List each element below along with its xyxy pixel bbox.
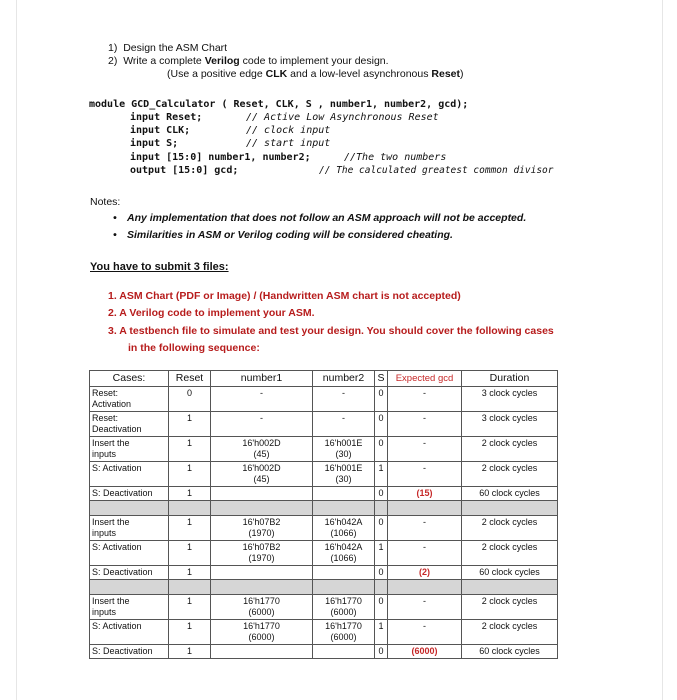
cell-case: S: Activation bbox=[90, 620, 169, 645]
cell-reset: 1 bbox=[169, 437, 211, 462]
code-decl: input CLK; bbox=[130, 125, 191, 136]
cell-case: S: Deactivation bbox=[90, 566, 169, 580]
table-row bbox=[90, 595, 558, 620]
code-comment: // Active Low Asynchronous Reset bbox=[246, 112, 439, 123]
separator-cell bbox=[90, 580, 169, 595]
code-comment: // start input bbox=[246, 138, 331, 149]
cell-s: 0 bbox=[375, 516, 388, 541]
cell-number1: 16'h002D (45) bbox=[211, 437, 313, 462]
step-number: 1) bbox=[108, 42, 118, 54]
separator-cell bbox=[211, 580, 313, 595]
cell-duration: 3 clock cycles bbox=[462, 412, 558, 437]
cell-case: S: Deactivation bbox=[90, 645, 169, 659]
separator-cell bbox=[375, 580, 388, 595]
separator-cell bbox=[211, 501, 313, 516]
step-note bbox=[167, 68, 464, 81]
cell-reset: 0 bbox=[169, 387, 211, 412]
table-separator-row bbox=[90, 501, 558, 516]
table-row bbox=[90, 566, 558, 580]
cell-number2: 16'h1770 (6000) bbox=[313, 620, 375, 645]
step-number: 2) bbox=[108, 55, 118, 67]
cell-duration: 60 clock cycles bbox=[462, 487, 558, 501]
step-2 bbox=[108, 55, 389, 68]
cell-s: 1 bbox=[375, 541, 388, 566]
cell-number2 bbox=[313, 566, 375, 580]
table-row bbox=[90, 541, 558, 566]
cell-expected-gcd: - bbox=[388, 387, 462, 412]
cell-number1 bbox=[211, 487, 313, 501]
cell-number2 bbox=[313, 487, 375, 501]
table-row bbox=[90, 645, 558, 659]
header-expected-gcd: Expected gcd bbox=[388, 371, 462, 387]
cell-case: Insert the inputs bbox=[90, 595, 169, 620]
header-reset: Reset bbox=[169, 371, 211, 387]
step-1 bbox=[108, 42, 227, 55]
cell-s: 0 bbox=[375, 412, 388, 437]
bullet-icon: • bbox=[113, 212, 117, 224]
cell-reset: 1 bbox=[169, 462, 211, 487]
step-bold: Verilog bbox=[204, 55, 240, 67]
cell-duration: 2 clock cycles bbox=[462, 595, 558, 620]
separator-cell bbox=[462, 501, 558, 516]
cell-number1 bbox=[211, 566, 313, 580]
cell-number2: 16'h1770 (6000) bbox=[313, 595, 375, 620]
cell-number2: - bbox=[313, 387, 375, 412]
step-text: Write a complete bbox=[123, 55, 205, 67]
cell-number2 bbox=[313, 645, 375, 659]
table-row bbox=[90, 387, 558, 412]
code-comment: // clock input bbox=[246, 125, 331, 136]
code-module-line: module GCD_Calculator ( Reset, CLK, S , number1, number2, gcd); bbox=[89, 99, 469, 110]
submit-item-3-cont: in the following sequence: bbox=[128, 342, 260, 354]
test-cases-table bbox=[89, 370, 558, 659]
cell-number1: - bbox=[211, 387, 313, 412]
cell-s: 0 bbox=[375, 437, 388, 462]
note-item bbox=[113, 212, 526, 224]
separator-cell bbox=[462, 580, 558, 595]
separator-cell bbox=[90, 501, 169, 516]
submit-item-3: 3. A testbench file to simulate and test your design. You should cover the following cases bbox=[108, 325, 554, 337]
cell-case: S: Activation bbox=[90, 541, 169, 566]
cell-reset: 1 bbox=[169, 566, 211, 580]
cell-expected-gcd: - bbox=[388, 595, 462, 620]
cell-s: 0 bbox=[375, 645, 388, 659]
cell-case: S: Deactivation bbox=[90, 487, 169, 501]
cell-number2: 16'h001E (30) bbox=[313, 437, 375, 462]
cell-duration: 60 clock cycles bbox=[462, 566, 558, 580]
cell-expected-gcd: (6000) bbox=[388, 645, 462, 659]
cell-expected-gcd: - bbox=[388, 620, 462, 645]
cell-expected-gcd: (2) bbox=[388, 566, 462, 580]
cell-s: 0 bbox=[375, 595, 388, 620]
header-s: S bbox=[375, 371, 388, 387]
cell-reset: 1 bbox=[169, 516, 211, 541]
separator-cell bbox=[388, 580, 462, 595]
cell-duration: 60 clock cycles bbox=[462, 645, 558, 659]
cell-reset: 1 bbox=[169, 412, 211, 437]
step-text-after: code to implement your design. bbox=[239, 55, 389, 67]
table-separator-row bbox=[90, 580, 558, 595]
cell-number1: 16'h1770 (6000) bbox=[211, 620, 313, 645]
separator-cell bbox=[169, 580, 211, 595]
note-text: ) bbox=[460, 68, 464, 80]
code-decl: input [15:0] number1, number2; bbox=[130, 152, 311, 163]
separator-cell bbox=[388, 501, 462, 516]
note-clk: CLK bbox=[265, 68, 288, 80]
submit-item-1: 1. ASM Chart (PDF or Image) / (Handwritten ASM chart is not accepted) bbox=[108, 290, 461, 302]
cell-expected-gcd: - bbox=[388, 412, 462, 437]
cell-s: 0 bbox=[375, 566, 388, 580]
cell-case: Reset: Deactivation bbox=[90, 412, 169, 437]
notes-title: Notes: bbox=[90, 196, 121, 208]
cell-duration: 2 clock cycles bbox=[462, 620, 558, 645]
cell-number1: 16'h07B2 (1970) bbox=[211, 516, 313, 541]
cell-expected-gcd: - bbox=[388, 541, 462, 566]
cell-expected-gcd: - bbox=[388, 462, 462, 487]
note-text: Any implementation that does not follow an ASM approach will not be accepted. bbox=[127, 212, 527, 224]
cell-number2: 16'h001E (30) bbox=[313, 462, 375, 487]
table-row bbox=[90, 412, 558, 437]
cell-s: 0 bbox=[375, 487, 388, 501]
code-comment: //The two numbers bbox=[344, 152, 447, 163]
separator-cell bbox=[313, 501, 375, 516]
note-text: and a low-level asynchronous bbox=[287, 68, 432, 80]
cell-number1: 16'h002D (45) bbox=[211, 462, 313, 487]
cell-reset: 1 bbox=[169, 620, 211, 645]
cell-duration: 2 clock cycles bbox=[462, 462, 558, 487]
table-header-row bbox=[90, 371, 558, 387]
cell-case: Insert the inputs bbox=[90, 516, 169, 541]
cell-expected-gcd: - bbox=[388, 437, 462, 462]
table-body bbox=[90, 387, 558, 659]
table-row bbox=[90, 437, 558, 462]
cell-number1: 16'h07B2 (1970) bbox=[211, 541, 313, 566]
cell-number2: 16'h042A (1066) bbox=[313, 541, 375, 566]
table-row bbox=[90, 462, 558, 487]
table-row bbox=[90, 487, 558, 501]
header-cases: Cases: bbox=[90, 371, 169, 387]
cell-duration: 3 clock cycles bbox=[462, 387, 558, 412]
cell-duration: 2 clock cycles bbox=[462, 516, 558, 541]
cell-case: Reset: Activation bbox=[90, 387, 169, 412]
note-text: Similarities in ASM or Verilog coding will be considered cheating. bbox=[127, 229, 453, 241]
cell-expected-gcd: (15) bbox=[388, 487, 462, 501]
cell-number2: - bbox=[313, 412, 375, 437]
cell-reset: 1 bbox=[169, 541, 211, 566]
note-reset: Reset bbox=[431, 68, 461, 80]
cell-number1: 16'h1770 (6000) bbox=[211, 595, 313, 620]
cell-duration: 2 clock cycles bbox=[462, 437, 558, 462]
code-decl: output [15:0] gcd; bbox=[130, 165, 239, 176]
cell-s: 1 bbox=[375, 462, 388, 487]
separator-cell bbox=[169, 501, 211, 516]
cell-s: 1 bbox=[375, 620, 388, 645]
cell-number1 bbox=[211, 645, 313, 659]
cell-number1: - bbox=[211, 412, 313, 437]
code-decl: input Reset; bbox=[130, 112, 203, 123]
header-number1: number1 bbox=[211, 371, 313, 387]
submit-title: You have to submit 3 files: bbox=[90, 261, 229, 273]
cell-duration: 2 clock cycles bbox=[462, 541, 558, 566]
table-row bbox=[90, 516, 558, 541]
note-text: (Use a positive edge bbox=[167, 68, 266, 80]
note-item bbox=[113, 229, 453, 241]
cell-case: S: Activation bbox=[90, 462, 169, 487]
cell-case: Insert the inputs bbox=[90, 437, 169, 462]
cell-number2: 16'h042A (1066) bbox=[313, 516, 375, 541]
cell-expected-gcd: - bbox=[388, 516, 462, 541]
cell-reset: 1 bbox=[169, 645, 211, 659]
cell-s: 0 bbox=[375, 387, 388, 412]
step-text: Design the ASM Chart bbox=[123, 42, 228, 54]
submit-item-2: 2. A Verilog code to implement your ASM. bbox=[108, 307, 315, 319]
header-number2: number2 bbox=[313, 371, 375, 387]
header-duration: Duration bbox=[462, 371, 558, 387]
separator-cell bbox=[313, 580, 375, 595]
cell-reset: 1 bbox=[169, 487, 211, 501]
separator-cell bbox=[375, 501, 388, 516]
table-row bbox=[90, 620, 558, 645]
bullet-icon: • bbox=[113, 229, 117, 241]
code-comment: // The calculated greatest common divisor bbox=[319, 165, 554, 176]
cell-reset: 1 bbox=[169, 595, 211, 620]
code-decl: input S; bbox=[130, 138, 179, 149]
